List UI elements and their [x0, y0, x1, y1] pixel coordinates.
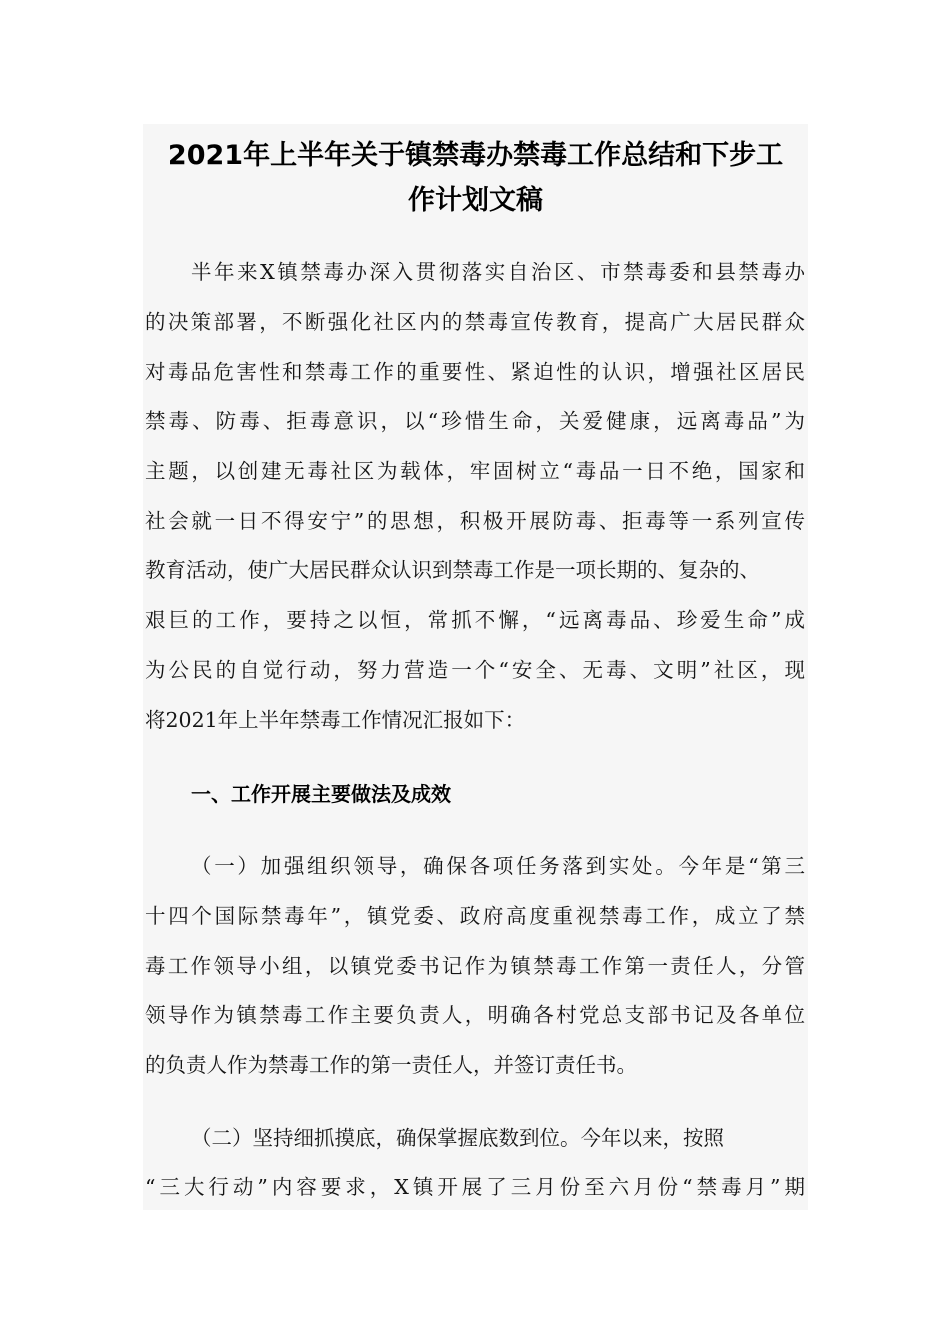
paragraph-2-line: 毒工作领导小组，以镇党委书记作为镇禁毒工作第一责任人，分管	[145, 954, 805, 978]
document-title-line-1: 2021年上半年关于镇禁毒办禁毒工作总结和下步工	[167, 140, 784, 171]
paragraph-1-line: 艰巨的工作，要持之以恒，常抓不懈，“远离毒品、珍爱生命”成	[145, 608, 805, 632]
paragraph-1-line: 对毒品危害性和禁毒工作的重要性、紧迫性的认识，增强社区居民	[145, 360, 805, 384]
document-title-line-2: 作计划文稿	[408, 185, 543, 216]
paragraph-2-line: （一）加强组织领导，确保各项任务落到实处。今年是“第三	[191, 854, 805, 878]
paragraph-2-line: 的负责人作为禁毒工作的第一责任人，并签订责任书。	[145, 1053, 637, 1077]
paragraph-3-line: （二）坚持细抓摸底，确保掌握底数到位。今年以来，按照	[191, 1126, 724, 1150]
paragraph-2-line: 十四个国际禁毒年”，镇党委、政府高度重视禁毒工作，成立了禁	[145, 904, 805, 928]
paragraph-2-line: 领导作为镇禁毒工作主要负责人，明确各村党总支部书记及各单位	[145, 1003, 805, 1027]
paragraph-1-line: 禁毒、防毒、拒毒意识，以“珍惜生命，关爱健康，远离毒品”为	[145, 409, 805, 433]
paragraph-3-line: “三大行动”内容要求，X镇开展了三月份至六月份“禁毒月”期	[145, 1175, 805, 1199]
paragraph-1-line: 教育活动，使广大居民群众认识到禁毒工作是一项长期的、复杂的、	[145, 558, 760, 582]
paragraph-1-line: 为公民的自觉行动，努力营造一个“安全、无毒、文明”社区，现	[145, 658, 805, 682]
paragraph-1-line: 半年来X镇禁毒办深入贯彻落实自治区、市禁毒委和县禁毒办	[191, 260, 805, 284]
paragraph-1-line: 将2021年上半年禁毒工作情况汇报如下：	[145, 708, 526, 732]
paragraph-1-line: 主题，以创建无毒社区为载体，牢固树立“毒品一日不绝，国家和	[145, 459, 805, 483]
paragraph-1-line: 社会就一日不得安宁”的思想，积极开展防毒、拒毒等一系列宣传	[145, 509, 805, 533]
paragraph-1-line: 的决策部署，不断强化社区内的禁毒宣传教育，提高广大居民群众	[145, 310, 805, 334]
section-heading: 一、工作开展主要做法及成效	[191, 782, 451, 806]
